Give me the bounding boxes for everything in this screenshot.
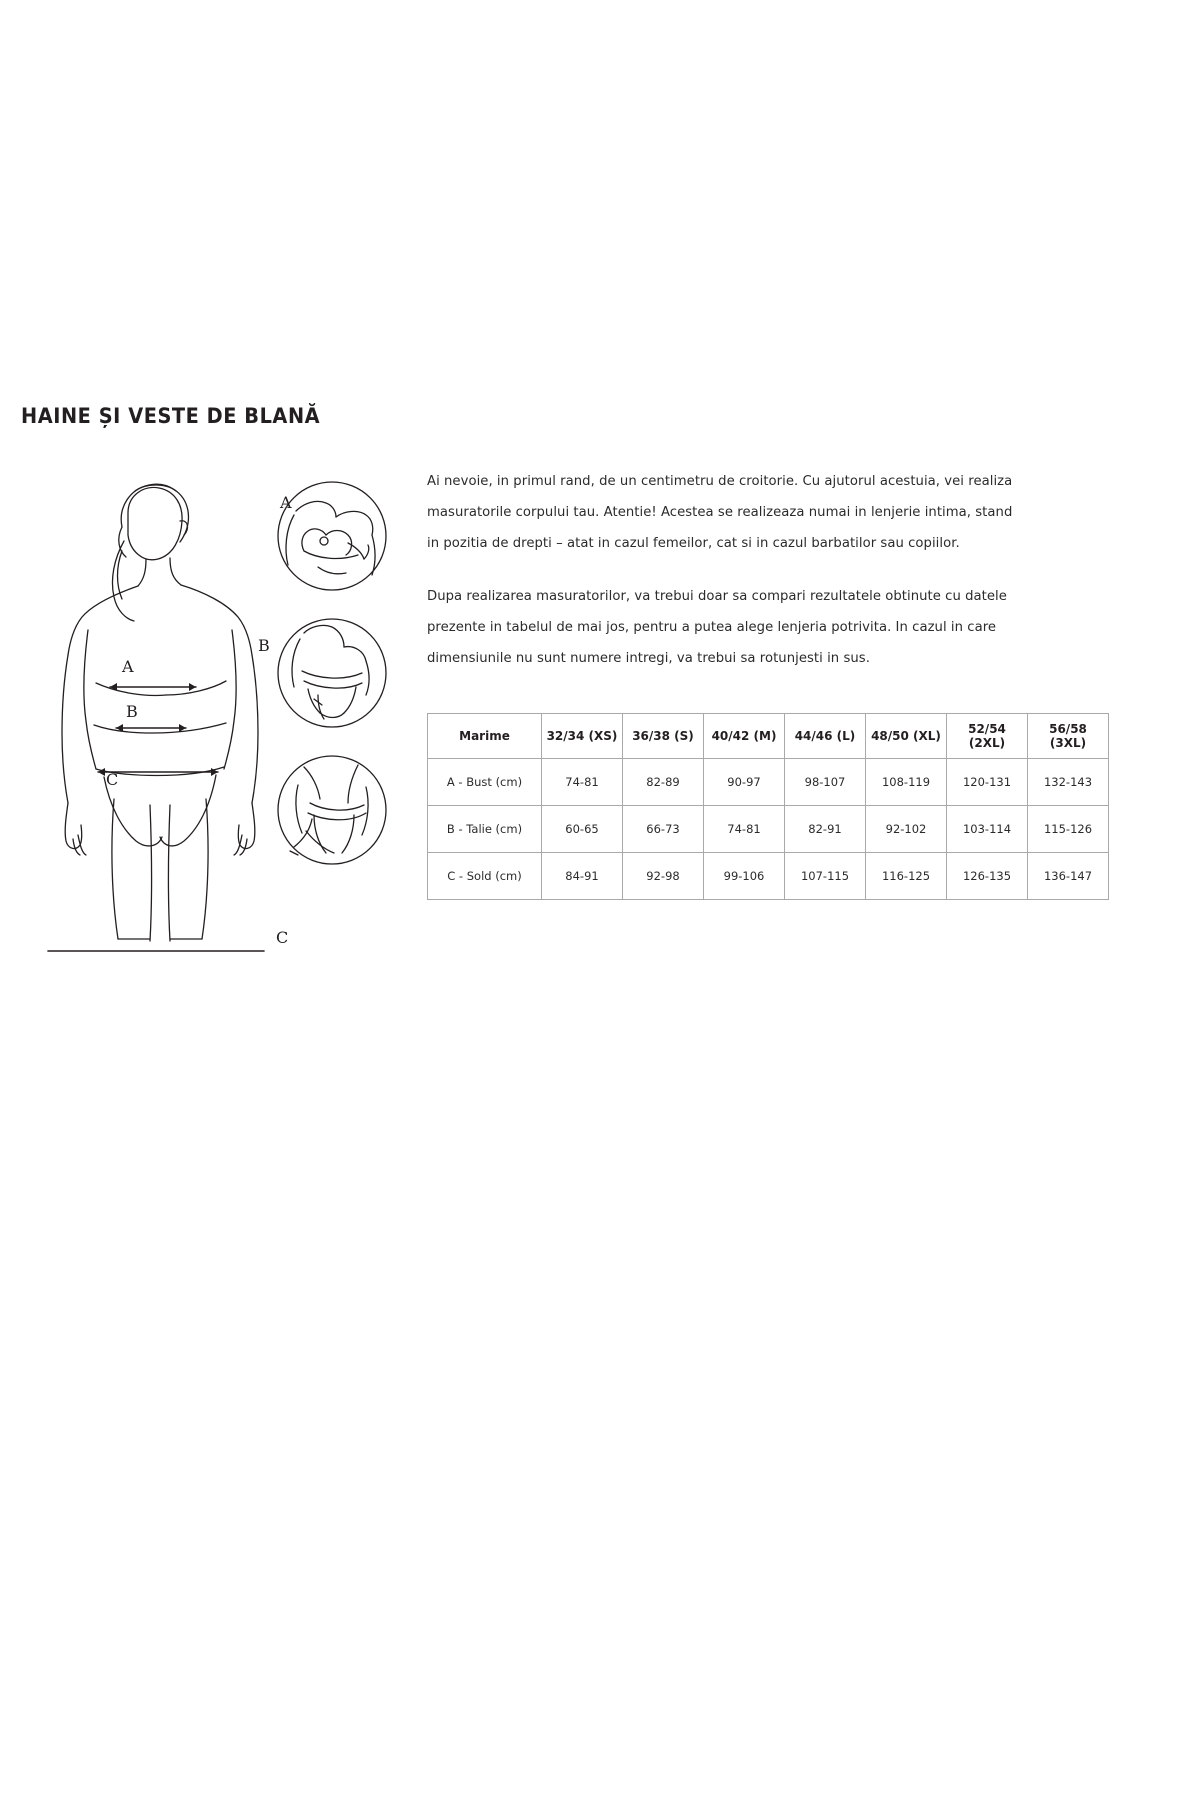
row-label: C - Sold (cm): [428, 853, 542, 900]
table-cell: 92-98: [623, 853, 704, 900]
instructions-paragraph-2: Dupa realizarea masuratorilor, va trebui doar sa compari rezultatele obtinute cu datele prezente in tabelul de mai jos, pentru a putea alege lenjeria potrivita. In cazul in care dimensiunile nu sunt numere intregi, va trebui sa rotunjesti in sus.: [427, 589, 1007, 666]
table-cell: 115-126: [1028, 806, 1109, 853]
table-cell: 82-91: [785, 806, 866, 853]
table-cell: 60-65: [542, 806, 623, 853]
table-cell: 116-125: [866, 853, 947, 900]
measurement-illustration: [18, 455, 418, 980]
table-cell: 126-135: [947, 853, 1028, 900]
label-body-a: A: [122, 657, 134, 676]
table-cell: 108-119: [866, 759, 947, 806]
row-label: A - Bust (cm): [428, 759, 542, 806]
table-cell: 74-81: [542, 759, 623, 806]
table-cell: 92-102: [866, 806, 947, 853]
table-cell: 90-97: [704, 759, 785, 806]
table-cell: 120-131: [947, 759, 1028, 806]
label-detail-b: B: [258, 636, 270, 655]
table-cell: 107-115: [785, 853, 866, 900]
table-header-cell: 52/54 (2XL): [947, 714, 1028, 759]
table-row: [428, 806, 1109, 853]
table-cell: 98-107: [785, 759, 866, 806]
table-cell: 66-73: [623, 806, 704, 853]
table-header-cell: 56/58 (3XL): [1028, 714, 1109, 759]
table-header-cell: Marime: [428, 714, 542, 759]
table-cell: 132-143: [1028, 759, 1109, 806]
label-detail-c: C: [276, 928, 289, 947]
table-cell: 74-81: [704, 806, 785, 853]
row-label: B - Talie (cm): [428, 806, 542, 853]
label-body-c: C: [106, 770, 119, 789]
table-header-cell: 44/46 (L): [785, 714, 866, 759]
page-title: HAINE ȘI VESTE DE BLANĂ: [21, 404, 321, 428]
table-header-cell: 36/38 (S): [623, 714, 704, 759]
label-body-b: B: [126, 702, 138, 721]
table-cell: 99-106: [704, 853, 785, 900]
size-table-container: [427, 713, 1093, 900]
table-cell: 103-114: [947, 806, 1028, 853]
body-diagram-svg: [18, 455, 418, 980]
table-header-row: [428, 714, 1109, 759]
table-header-cell: 32/34 (XS): [542, 714, 623, 759]
table-cell: 136-147: [1028, 853, 1109, 900]
table-header-cell: 48/50 (XL): [866, 714, 947, 759]
table-row: [428, 759, 1109, 806]
size-table: [427, 713, 1109, 900]
table-row: [428, 853, 1109, 900]
table-header-cell: 40/42 (M): [704, 714, 785, 759]
label-detail-a: A: [280, 493, 292, 512]
table-cell: 84-91: [542, 853, 623, 900]
instructions-column: [427, 466, 1027, 696]
instructions-paragraph-1: Ai nevoie, in primul rand, de un centimetru de croitorie. Cu ajutorul acestuia, vei realiza masuratorile corpului tau. Atentie! Acestea se realizeaza numai in lenjerie intima, stand in pozitia de drepti – atat in cazul femeilor, cat si in cazul barbatilor sau copiilor.: [427, 474, 1013, 551]
table-cell: 82-89: [623, 759, 704, 806]
